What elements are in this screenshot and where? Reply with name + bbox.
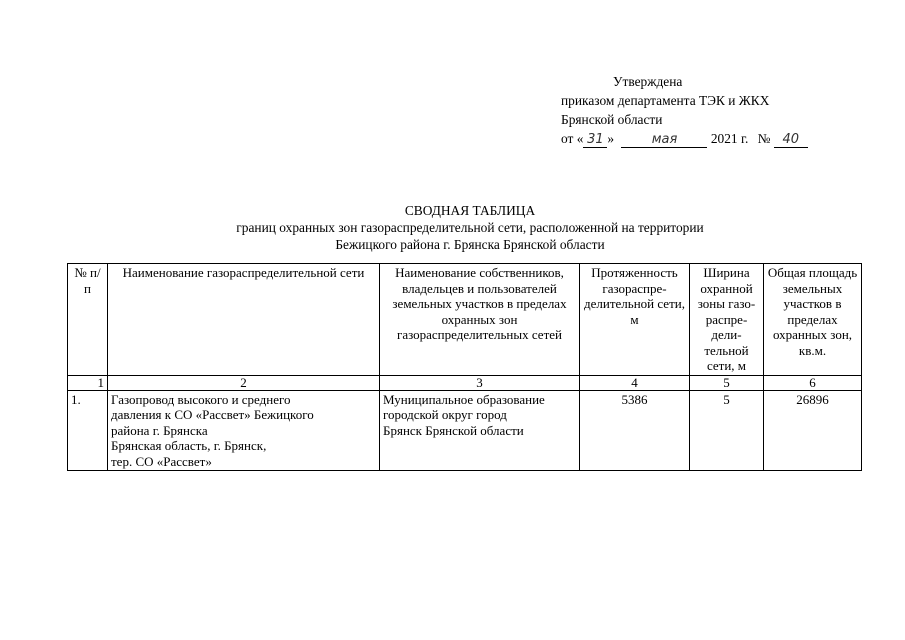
network-line: тер. СО «Рассвет» bbox=[111, 453, 212, 469]
header-owners: Наименование собственников, владельцев и пользователей земельных участков в пределах охранных зон газораспределительных сетей bbox=[380, 264, 580, 376]
owners-line: Брянск Брянской области bbox=[383, 422, 524, 438]
header-area: Общая площадь земельных участков в пределах охранных зон, кв.м. bbox=[764, 264, 862, 376]
header-network: Наименование газораспределительной сети bbox=[108, 264, 380, 376]
network-line: давления к СО «Рассвет» Бежицкого bbox=[111, 407, 314, 422]
document-title bbox=[200, 202, 740, 253]
title-subtitle-2: Бежицкого района г. Брянска Брянской области bbox=[335, 237, 605, 252]
column-number-row bbox=[68, 375, 862, 390]
column-number: 2 bbox=[108, 375, 380, 390]
row-num: 1. bbox=[68, 390, 108, 471]
title-heading: СВОДНАЯ ТАБЛИЦА bbox=[404, 203, 536, 218]
date-mid: » bbox=[607, 131, 615, 146]
title-subtitle-1: границ охранных зон газораспределительной сети, расположенной на территории bbox=[236, 220, 704, 235]
table-header-row bbox=[68, 264, 862, 376]
row-area: 26896 bbox=[764, 390, 862, 471]
owners-line: городской округ город bbox=[383, 407, 507, 422]
row-width: 5 bbox=[690, 390, 764, 471]
owners-line: Муниципальное образование bbox=[383, 391, 545, 407]
row-network bbox=[108, 390, 380, 471]
column-number: 5 bbox=[690, 375, 764, 390]
header-length: Протяженность газораспре-делительной сети, м bbox=[580, 264, 690, 376]
approval-region-line: Брянской области bbox=[561, 112, 663, 127]
date-year: 2021 г. bbox=[710, 131, 749, 146]
column-number: 6 bbox=[764, 375, 862, 390]
date-prefix: от « bbox=[561, 131, 584, 146]
row-length: 5386 bbox=[580, 390, 690, 471]
column-number: 1 bbox=[68, 375, 108, 390]
row-owners bbox=[380, 390, 580, 471]
date-day-field bbox=[583, 132, 607, 148]
table-row bbox=[68, 390, 862, 471]
order-number: 40 bbox=[782, 132, 800, 147]
summary-table bbox=[67, 263, 862, 471]
date-month: мая bbox=[651, 132, 678, 147]
approval-date-line bbox=[561, 129, 808, 148]
column-number: 4 bbox=[580, 375, 690, 390]
header-num: № п/п bbox=[68, 264, 108, 376]
date-day: 31 bbox=[587, 132, 604, 147]
network-line: района г. Брянска bbox=[111, 422, 208, 438]
approval-title: Утверждена bbox=[613, 74, 683, 89]
approval-order-line: приказом департамента ТЭК и ЖКХ bbox=[561, 93, 770, 108]
column-number: 3 bbox=[380, 375, 580, 390]
date-month-field bbox=[621, 132, 707, 148]
number-sign: № bbox=[757, 131, 771, 146]
network-line: Газопровод высокого и среднего bbox=[111, 391, 291, 407]
order-number-field bbox=[774, 132, 808, 148]
approval-block bbox=[561, 72, 808, 148]
header-width: Ширина охранной зоны газо-распре-дели-тельной сети, м bbox=[690, 264, 764, 376]
network-line: Брянская область, г. Брянск, bbox=[111, 438, 267, 453]
